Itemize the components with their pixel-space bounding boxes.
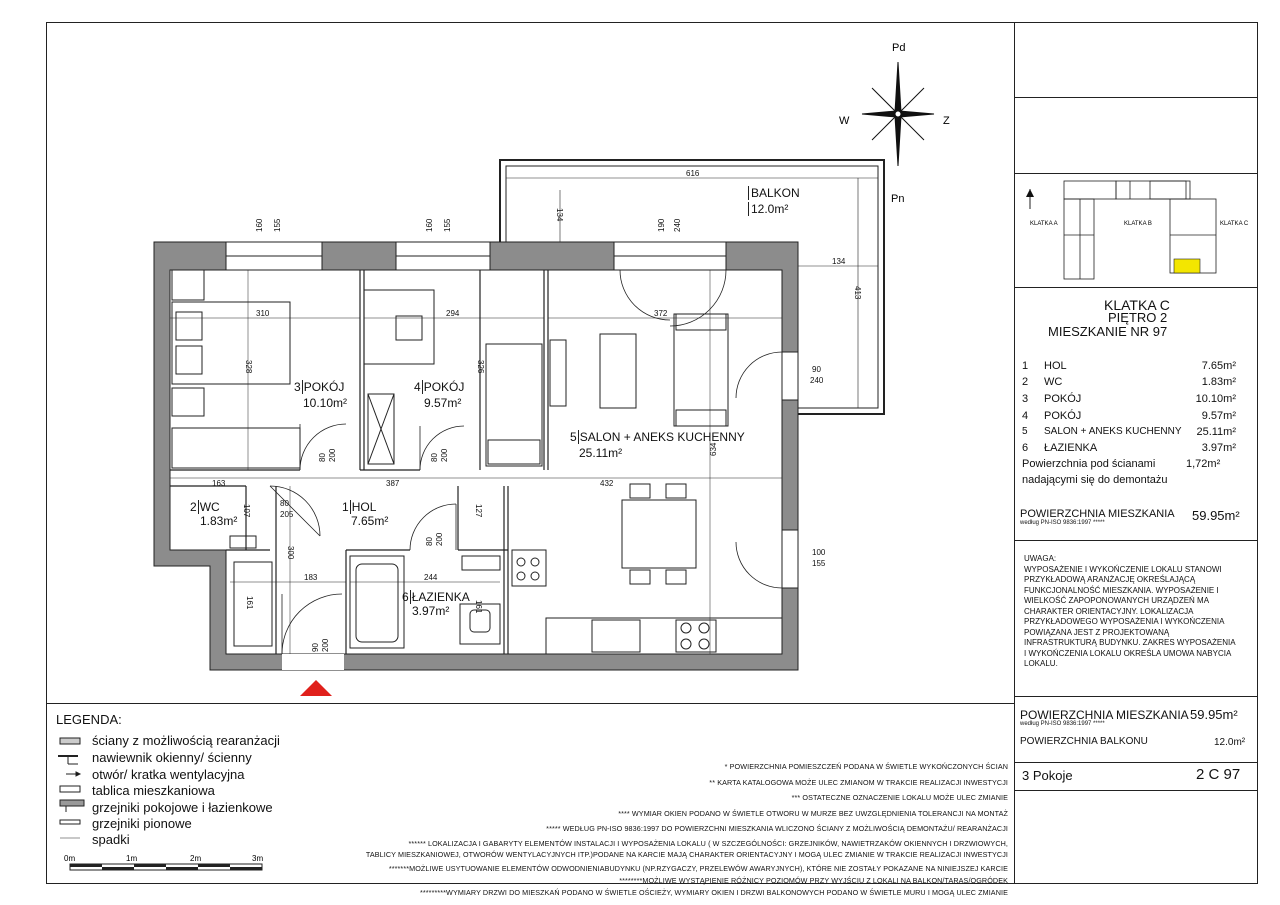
dimension-lines (170, 270, 782, 654)
dim-bath-h: 127 (474, 504, 483, 518)
legend-divider (46, 703, 1014, 704)
scale-0: 0m (64, 854, 76, 863)
furniture (172, 270, 782, 654)
key-plan (1020, 175, 1250, 285)
footnote: ***** WEDŁUG PN-ISO 9836:1997 DO POWIERZCHNI MIESZKANIA WLICZONO ŚCIANY Z MOŻLIWOŚCIĄ DEMONTAŻU/ REARANŻACJI (546, 824, 1008, 833)
panel-line-7 (1014, 790, 1258, 791)
dim-bath-w: 244 (424, 573, 438, 582)
compass-north: Pd (892, 42, 906, 54)
room-1-area: 7.65m² (351, 514, 389, 528)
summary-area-norm: według PN-ISO 9836:1997 ***** (1020, 721, 1105, 727)
uwaga-block (1024, 554, 1236, 670)
panel-line-4 (1014, 540, 1258, 541)
summary-area-value: 59.95m² (1190, 707, 1238, 722)
dim-win4-b: 155 (812, 559, 826, 568)
dim-w2b: 155 (443, 218, 452, 232)
vertical-radiator-icon (60, 820, 80, 824)
dim-w3b: 240 (673, 218, 682, 232)
area-box-norm: według PN-ISO 9836:1997 ***** (1020, 520, 1105, 526)
footnote: **** WYMIAR OKIEN PODANO W ŚWIETLE OTWORU W MURZE BEZ UWZGLĘDNIENIA TOLERANCJI NA MONTAŻ (618, 809, 1008, 818)
walls-note-area: 1,72m² (1186, 458, 1221, 470)
footnote: TABLICY MIESZKANIOWEJ, OTWORÓW WENTYLACYJNYCH ITP.)PODANE NA KARCIE MAJĄ CHARAKTER ORIENTACYJNY I MOGĄ ULEC ZMIANIE W TRAKCIE REALIZACJI INWESTYCJI (365, 850, 1008, 859)
dim-w1b: 155 (273, 218, 282, 232)
list-item: 4 POKÓJ 9.57m² (1022, 410, 1236, 422)
dim-door3a: 80 (318, 453, 327, 462)
uwaga-line: WYPOSAŻENIE I WYKOŃCZENIE LOKALU STANOWI (1024, 564, 1222, 574)
room-6-area: 3.97m² (412, 604, 450, 618)
doors (270, 270, 782, 654)
uwaga-line: POWIĄZANA JEST Z PROJEKTOWANĄ (1024, 627, 1170, 637)
legend-title: LEGENDA: (56, 712, 122, 727)
dim-balcony-width: 616 (686, 169, 700, 178)
legend-item: otwór/ kratka wentylacyjna (92, 767, 245, 782)
list-item: 6 ŁAZIENKA 3.97m² (1022, 442, 1236, 454)
uwaga-line: CHARAKTER ORIENTACYJNY. LOKALIZACJA (1024, 606, 1194, 616)
rearrangeable-wall-icon (60, 738, 80, 744)
uwaga-line: PRZYKŁADOWĄ ARANŻACJĘ OKREŚLAJĄCĄ (1024, 575, 1196, 584)
room-5-area: 25.11m² (579, 446, 623, 460)
dim-hol-h: 300 (286, 546, 295, 560)
compass-rose-icon (862, 62, 934, 166)
scale-1: 1m (126, 854, 138, 863)
summary-balcony-label: POWIERZCHNIA BALKONU (1020, 736, 1148, 747)
ventilation-icon (66, 772, 80, 776)
footnote: *********WYMIARY DRZWI DO MIESZKAŃ PODANO W ŚWIETLE OŚCIEŻY, WYMIARY OKIEN I DRZWI BALKONOWYCH PODANO W ŚWIETLE MURU I MOGĄ ULEC ZMIANIE (419, 888, 1008, 897)
uwaga-line: I WYKOŃCZENIA LOKALU OKREŚLA UMOWA NABYCIA (1024, 648, 1232, 658)
panel-board-icon (60, 786, 80, 792)
header-mieszkanie: MIESZKANIE NR 97 (1048, 324, 1168, 339)
uwaga-line: PRZYKŁADOWEGO WYPOSAŻENIA I WYKOŃCZENIA (1024, 617, 1225, 626)
dim-wc-h: 107 (242, 504, 251, 518)
uwaga-title: UWAGA: (1024, 554, 1057, 563)
dim-lh2: 161 (474, 600, 483, 614)
uwaga-line: FUNKCJONALNOŚĆ MIESZKANIA. WYPOSAŻENIE I (1024, 585, 1219, 595)
dim-bath-d: 80 (425, 537, 434, 546)
walls-note-1: Powierzchnia pod ścianami (1022, 458, 1156, 470)
keyplan-c: KLATKA C (1220, 221, 1249, 227)
windows (226, 242, 798, 588)
scale-2: 2m (190, 854, 202, 863)
legend-item: grzejniki pokojowe i łazienkowe (92, 800, 273, 815)
legend-item: spadki (92, 832, 130, 847)
header-klatka: KLATKA C (1104, 297, 1170, 313)
legend-symbols (54, 734, 94, 844)
radiator-icon (60, 800, 84, 812)
dim-room3-w: 310 (256, 309, 270, 318)
room-4-area: 9.57m² (424, 396, 462, 410)
area-box-value: 59.95m² (1192, 508, 1240, 523)
entry-arrow-icon (300, 680, 332, 696)
uwaga-line: LOKALU. (1024, 659, 1058, 668)
list-item: 3 POKÓJ 10.10m² (1022, 393, 1236, 405)
dim-hall-a: 163 (212, 479, 226, 488)
footnote: *******MOŻLIWE USYTUOWANIE ELEMENTÓW ODWODNIENIABUDYNKU (NP.RZYGACZY, PRZELEWÓW AWARYJNYCH), KTÓRE NIE ZOSTAŁY POKAZANE NA NINIEJSZEJ KARCIE (388, 864, 1008, 873)
footnote: ****** LOKALIZACJA I GABARYTY ELEMENTÓW INSTALACJI I WYPOSAŻENIA LOKALU ( W SZCZEGÓLNOŚCI: GRZEJNIKÓW, NAWIETRZAKÓW OKIENNYCH I DRZWIOWYCH, (408, 839, 1008, 848)
room-3-label: 3 POKÓJ (294, 380, 345, 394)
air-inlet-icon (58, 756, 78, 764)
panel-line-1 (1014, 97, 1258, 98)
panel-line-2 (1014, 173, 1258, 174)
legend-item: grzejniki pionowe (92, 816, 192, 831)
interior-walls (170, 270, 548, 654)
keyplan-b: KLATKA B (1124, 221, 1152, 227)
dim-hol-w: 183 (304, 573, 318, 582)
list-item: 5 SALON + ANEKS KUCHENNY 25.11m² (1022, 426, 1236, 438)
dim-entry-a: 90 (311, 643, 320, 652)
footnote: * POWIERZCHNIA POMIESZCZEŃ PODANA W ŚWIETLE WYKOŃCZONYCH ŚCIAN (724, 762, 1008, 771)
balcony-area: 12.0m² (748, 202, 788, 216)
dim-hall-c: 432 (600, 479, 614, 488)
dim-w2a: 160 (425, 218, 434, 232)
compass-south: Pn (891, 193, 905, 205)
room-1-label: 1 HOL (342, 500, 377, 514)
uwaga-line: WIELKOŚĆ ZAPOPONOWANYCH URZĄDZEŃ MA (1024, 596, 1210, 605)
room-2-area: 1.83m² (200, 514, 238, 528)
uwaga-line: INFRASTRUKTURĄ BUDYNKU. ZAKRES WYPOSAŻENIA (1024, 638, 1236, 647)
entry-opening (282, 654, 344, 670)
panel-line-3 (1014, 287, 1258, 288)
balcony-label: BALKON (748, 186, 800, 200)
panel-divider (1014, 22, 1015, 884)
room-6-label: 6 ŁAZIENKA (402, 590, 470, 604)
area-box-label: POWIERZCHNIA MIESZKANIA (1020, 508, 1175, 520)
dim-w1a: 160 (255, 218, 264, 232)
panel-line-6 (1014, 762, 1258, 763)
summary-rooms: 3 Pokoje (1022, 768, 1073, 783)
keyplan-a: KLATKA A (1030, 221, 1058, 227)
footnote: ********MOŻLIWE WYSTĄPIENIE RÓŻNICY POZIOMÓW PRZY WYJŚCIU Z LOKALI NA BALKON/TARAS/OGRÓDEK (619, 876, 1008, 885)
dim-balcony-step: 134 (832, 257, 846, 266)
summary-balcony-value: 12.0m² (1214, 737, 1246, 748)
legend-item: tablica mieszkaniowa (92, 783, 215, 798)
dim-win4-a: 100 (812, 548, 826, 557)
dim-wc-d: 80 (280, 499, 289, 508)
scale-3: 3m (252, 854, 264, 863)
list-item: 1 HOL 7.65m² (1022, 360, 1236, 372)
room-3-area: 10.10m² (303, 396, 348, 410)
dim-door4a: 80 (430, 453, 439, 462)
room-4-label: 4 POKÓJ (414, 380, 465, 394)
dim-balcony-side: 413 (853, 286, 862, 300)
dim-hall-b: 387 (386, 479, 400, 488)
dim-bd-b: 240 (810, 376, 824, 385)
legend-item: ściany z możliwością rearanżacji (92, 733, 280, 748)
dim-salon-h: 634 (709, 442, 718, 456)
dim-room4-h: 326 (476, 360, 485, 374)
dim-wc-d2: 205 (280, 510, 294, 519)
footnote: ** KARTA KATALOGOWA MOŻE ULEC ZMIANOM W TRAKCIE REALIZACJI INWESTYCJI (709, 778, 1008, 787)
legend-item: nawiewnik okienny/ ścienny (92, 750, 252, 765)
dim-door4b: 200 (440, 448, 449, 462)
balcony (500, 160, 884, 414)
dim-door3b: 200 (328, 448, 337, 462)
dim-room4-w: 294 (446, 309, 460, 318)
footnote: *** OSTATECZNE OZNACZENIE LOKALU MOŻE ULEC ZMIANIE (791, 793, 1008, 802)
panel-line-5 (1014, 696, 1258, 697)
compass-east: Z (943, 115, 950, 127)
summary-code: 2 C 97 (1196, 766, 1241, 783)
room-5-label: 5 SALON + ANEKS KUCHENNY (570, 430, 745, 444)
summary-area-label: POWIERZCHNIA MIESZKANIA (1020, 708, 1189, 722)
walls-note-2: nadającymi się do demontażu (1022, 474, 1168, 486)
dim-balcony-depth: 134 (555, 208, 564, 222)
dim-lh: 161 (245, 596, 254, 610)
header-pietro: PIĘTRO 2 (1108, 310, 1168, 325)
dim-bd-a: 90 (812, 365, 821, 374)
scale-bar (62, 852, 282, 882)
dim-entry-b: 200 (321, 638, 330, 652)
compass-west: W (839, 115, 850, 127)
list-item: 2 WC 1.83m² (1022, 376, 1236, 388)
room-2-label: 2 WC (190, 500, 220, 514)
dim-bath-d2: 200 (435, 532, 444, 546)
dim-w3a: 190 (657, 218, 666, 232)
dim-room3-h: 328 (244, 360, 253, 374)
dim-salon-w: 372 (654, 309, 668, 318)
